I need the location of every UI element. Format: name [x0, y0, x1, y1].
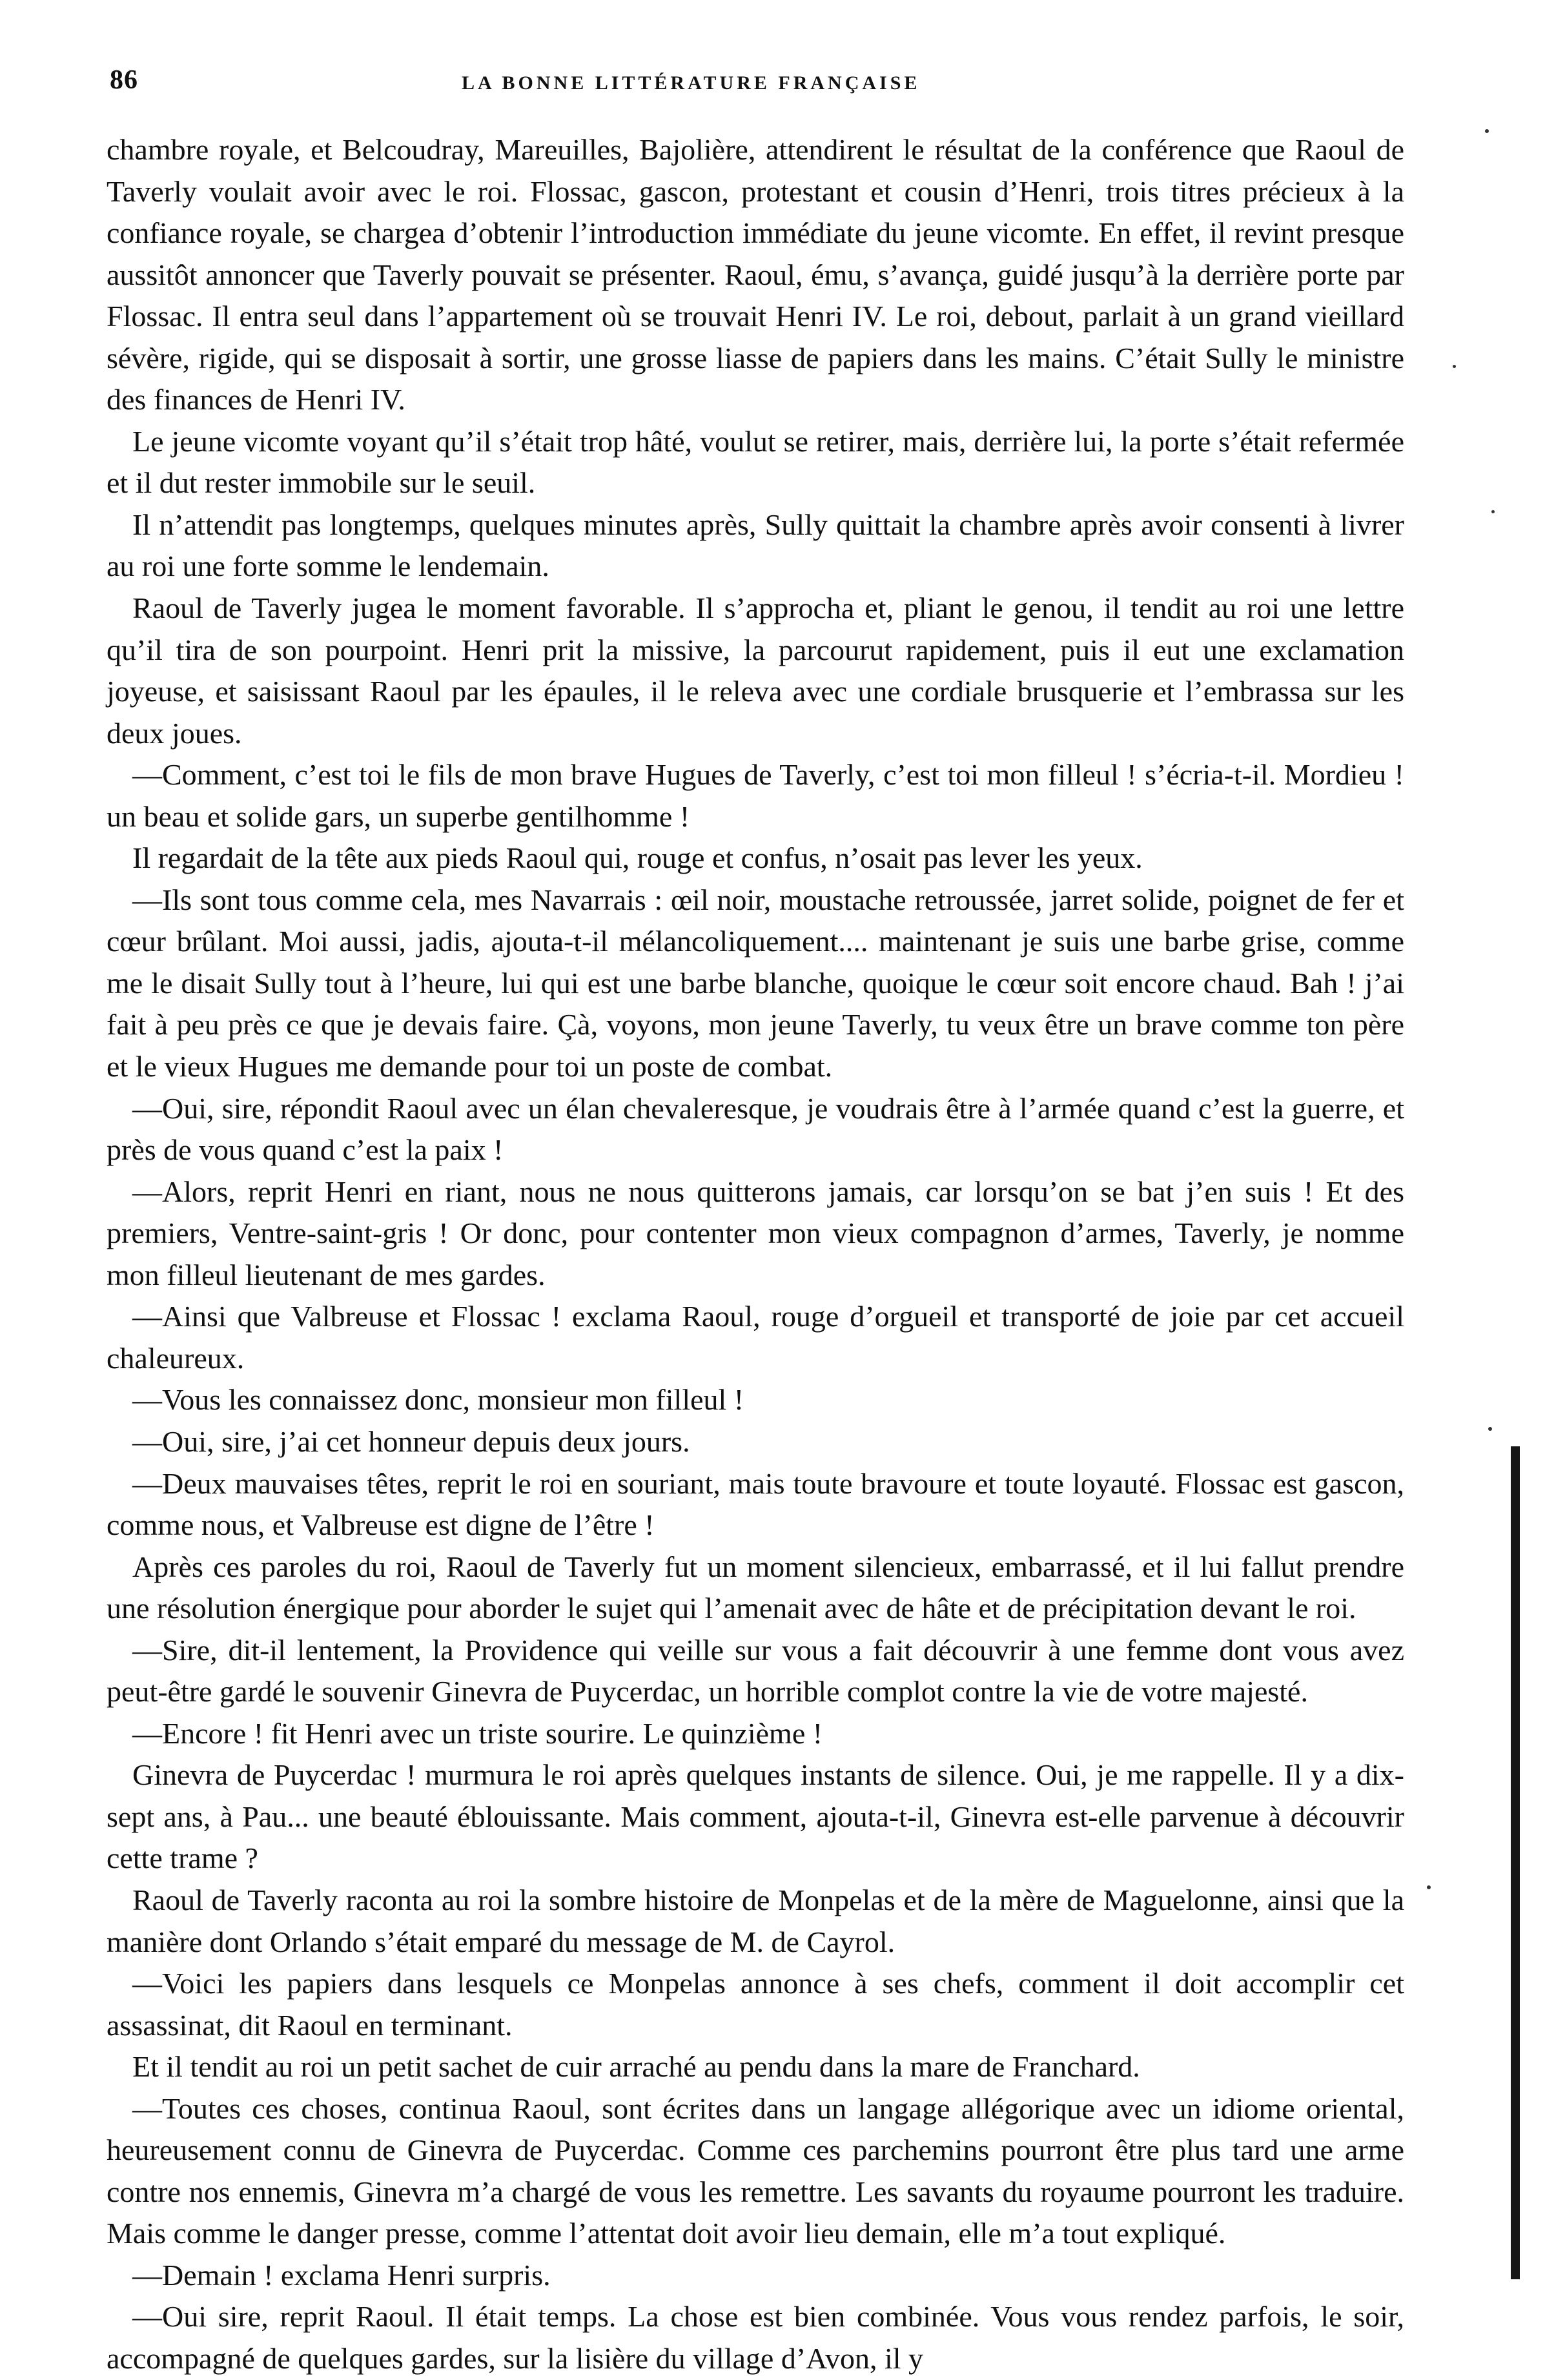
paragraph: Après ces paroles du roi, Raoul de Taverly fut un moment silencieux, embarrassé, et il lui fallut prendre une résolution énergique pour aborder le sujet qui l’amenait avec de hâte et de précipitation devant le roi.	[107, 1550, 1404, 1625]
paragraph: Le jeune vicomte voyant qu’il s’était trop hâté, voulut se retirer, mais, derrière lui, la porte s’était refermée et il dut rester immobile sur le seuil.	[107, 424, 1404, 500]
paragraph: chambre royale, et Belcoudray, Mareuilles, Bajolière, attendirent le résultat de la conférence que Raoul de Taverly voulait avoir avec le roi. Flossac, gascon, protestant et cousin d’Henri, trois titres précieux à la confiance royale, se chargea d’obtenir l’introduction immédiate du jeune vicomte. En effet, il revint presque aussitôt annoncer que Taverly pouvait se présenter. Raoul, ému, s’avança, guidé jusqu’à la derrière porte par Flossac. Il entra seul dans l’appartement où se trouvait Henri IV. Le roi, debout, parlait à un grand vieillard sévère, rigide, qui se disposait à sortir, une grosse liasse de papiers dans les mains. C’était Sully le ministre des finances de Henri IV.	[107, 133, 1404, 416]
scan-speck	[1488, 1427, 1492, 1431]
paragraph: —Vous les connaissez donc, monsieur mon filleul !	[132, 1383, 744, 1417]
paragraph: —Oui, sire, j’ai cet honneur depuis deux jours.	[132, 1424, 690, 1458]
paragraph: —Encore ! fit Henri avec un triste sourire. Le quinzième !	[132, 1716, 823, 1750]
scan-binding-edge	[1511, 1446, 1520, 2279]
paragraph: —Demain ! exclama Henri surpris.	[132, 2258, 551, 2292]
paragraph: —Ils sont tous comme cela, mes Navarrais : œil noir, moustache retroussée, jarret solide, poignet de fer et cœur brûlant. Moi aussi, jadis, ajouta-t-il mélancoliquement.... maintenant je suis une barbe grise, comme me le disait Sully tout à l’heure, lui qui est une barbe blanche, quoique le cœur soit encore chaud. Bah ! j’ai fait à peu près ce que je devais faire. Çà, voyons, mon jeune Taverly, tu veux être un brave comme ton père et le vieux Hugues me demande pour toi un poste de combat.	[107, 883, 1404, 1083]
running-title: LA BONNE LITTÉRATURE FRANÇAISE	[462, 72, 921, 94]
paragraph: —Sire, dit-il lentement, la Providence qui veille sur vous a fait découvrir à une femme dont vous avez peut-être gardé le souvenir Ginevra de Puycerdac, un horrible complot contre la vie de votre majesté.	[107, 1633, 1404, 1708]
scan-speck	[1427, 1885, 1431, 1889]
body-text	[107, 129, 1404, 2380]
scan-speck	[1491, 510, 1495, 513]
paragraph: —Alors, reprit Henri en riant, nous ne nous quitterons jamais, car lorsqu’on se bat j’en suis ! Et des premiers, Ventre-saint-gris ! Or donc, pour contenter mon vieux compagnon d’armes, Taverly, je nomme mon filleul lieutenant de mes gardes.	[107, 1175, 1404, 1291]
scan-speck	[1485, 129, 1489, 133]
paragraph: —Toutes ces choses, continua Raoul, sont écrites dans un langage allégorique avec un idiome oriental, heureusement connu de Ginevra de Puycerdac. Comme ces parchemins pourront être plus tard une arme contre nos ennemis, Ginevra m’a chargé de vous les remettre. Les savants du royaume pourront les traduire. Mais comme le danger presse, comme l’attentat doit avoir lieu demain, elle m’a tout expliqué.	[107, 2091, 1404, 2250]
paragraph: —Voici les papiers dans lesquels ce Monpelas annonce à ses chefs, comment il doit accomplir cet assassinat, dit Raoul en terminant.	[107, 1967, 1404, 2042]
paragraph: —Ainsi que Valbreuse et Flossac ! exclama Raoul, rouge d’orgueil et transporté de joie par cet accueil chaleureux.	[107, 1300, 1404, 1375]
paragraph: Il n’attendit pas longtemps, quelques minutes après, Sully quittait la chambre après avoir consenti à livrer au roi une forte somme le lendemain.	[107, 508, 1404, 583]
paragraph: —Deux mauvaises têtes, reprit le roi en souriant, mais toute bravoure et toute loyauté. Flossac est gascon, comme nous, et Valbreuse est digne de l’être !	[107, 1466, 1404, 1542]
page-header	[110, 65, 1407, 110]
paragraph: Il regardait de la tête aux pieds Raoul qui, rouge et confus, n’osait pas lever les yeux.	[132, 841, 1143, 875]
scan-speck	[1453, 365, 1456, 368]
paragraph: Raoul de Taverly raconta au roi la sombre histoire de Monpelas et de la mère de Maguelonne, ainsi que la manière dont Orlando s’était emparé du message de M. de Cayrol.	[107, 1883, 1404, 1958]
paragraph: —Oui, sire, répondit Raoul avec un élan chevaleresque, je voudrais être à l’armée quand c’est la guerre, et près de vous quand c’est la paix !	[107, 1091, 1404, 1167]
paragraph: Ginevra de Puycerdac ! murmura le roi après quelques instants de silence. Oui, je me rappelle. Il y a dix-sept ans, à Pau... une beauté éblouissante. Mais comment, ajouta-t-il, Ginevra est-elle parvenue à découvrir cette trame ?	[107, 1758, 1404, 1875]
paragraph: Raoul de Taverly jugea le moment favorable. Il s’approcha et, pliant le genou, il tendit au roi une lettre qu’il tira de son pourpoint. Henri prit la missive, la parcourut rapidement, puis il eut une exclamation joyeuse, et saisissant Raoul par les épaules, il le releva avec une cordiale brusquerie et l’embrassa sur les deux joues.	[107, 591, 1404, 750]
paragraph: —Oui sire, reprit Raoul. Il était temps. La chose est bien combinée. Vous vous rendez parfois, le soir, accompagné de quelques gardes, sur la lisière du village d’Avon, il y	[107, 2300, 1404, 2375]
paragraph: —Comment, c’est toi le fils de mon brave Hugues de Taverly, c’est toi mon filleul ! s’écria-t-il. Mordieu ! un beau et solide gars, un superbe gentilhomme !	[107, 758, 1404, 833]
paragraph: Et il tendit au roi un petit sachet de cuir arraché au pendu dans la mare de Franchard.	[132, 2050, 1140, 2084]
page-number: 86	[110, 65, 138, 95]
